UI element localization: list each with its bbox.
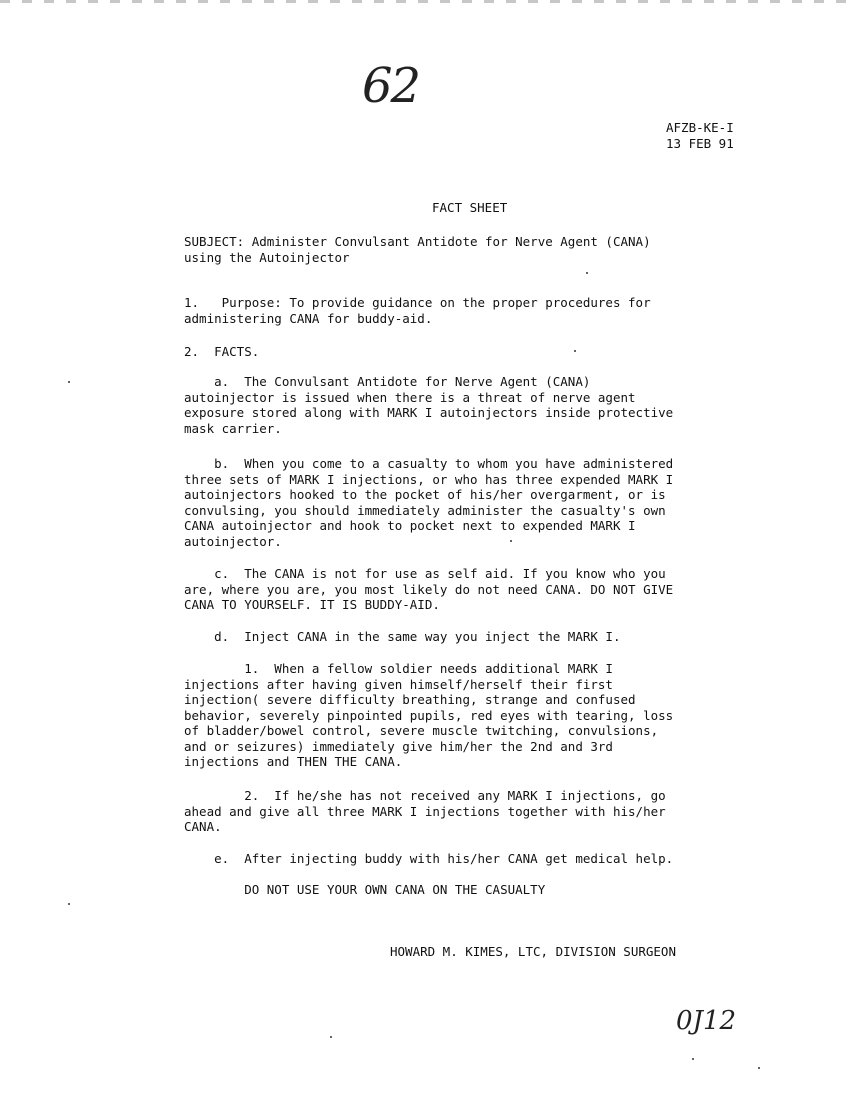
scan-speck bbox=[330, 1036, 332, 1038]
scan-speck bbox=[510, 540, 512, 542]
document-date: 13 FEB 91 bbox=[666, 136, 734, 151]
scan-edge-artifact bbox=[0, 0, 848, 3]
scan-speck bbox=[68, 903, 70, 905]
paragraph-e: e. After injecting buddy with his/her CANA get medical help. bbox=[184, 851, 674, 866]
paragraph-d-2: 2. If he/she has not received any MARK I injections, go ahead and give all three MARK I injections together with his/her CANA. bbox=[184, 788, 666, 834]
page-title: FACT SHEET bbox=[432, 200, 508, 215]
office-code: AFZB-KE-I bbox=[666, 120, 734, 135]
purpose-paragraph: 1. Purpose: To provide guidance on the proper procedures for administering CANA for buddy-aid. bbox=[184, 295, 651, 326]
paragraph-c: c. The CANA is not for use as self aid. If you know who you are, where you are, you most likely do not need CANA. DO NOT GIVE CANA TO YOURSELF. IT IS BUDDY-AID. bbox=[184, 566, 674, 612]
paragraph-d-1: 1. When a fellow soldier needs additional MARK I injections after having given himself/herself their first injection( severe difficulty breathing, strange and confused behavior, severely pinpointed pupils, red eyes with tearing, loss of bladder/bowel control, severe muscle twitching, convulsions, and or seizures) immediately give him/her the 2nd and 3rd injections and THEN THE CANA. bbox=[184, 661, 674, 769]
scan-speck bbox=[758, 1067, 760, 1069]
warning-line: DO NOT USE YOUR OWN CANA ON THE CASUALTY bbox=[184, 882, 546, 897]
signature-line: HOWARD M. KIMES, LTC, DIVISION SURGEON bbox=[390, 944, 676, 959]
scan-speck bbox=[574, 350, 576, 352]
scan-speck bbox=[68, 381, 70, 383]
scan-speck bbox=[586, 272, 588, 274]
office-block bbox=[666, 120, 734, 152]
handwritten-page-number: 62 bbox=[362, 58, 420, 114]
paragraph-a: a. The Convulsant Antidote for Nerve Agent (CANA) autoinjector is issued when there is a threat of nerve agent exposure stored along with MARK I autoinjectors inside protective mask carrier. bbox=[184, 374, 674, 436]
subject-line: SUBJECT: Administer Convulsant Antidote for Nerve Agent (CANA) using the Autoinjector bbox=[184, 234, 651, 265]
scan-speck bbox=[692, 1058, 694, 1060]
facts-heading: 2. FACTS. bbox=[184, 344, 260, 359]
paragraph-b: b. When you come to a casualty to whom you have administered three sets of MARK I injections, or who has three expended MARK I autoinjectors hooked to the pocket of his/her overgarment, or is convulsing, you should immediately administer the casualty's own CANA autoinjector and hook to pocket next to expended MARK I autoinjector. bbox=[184, 456, 674, 549]
handwritten-stamp: 0J12 bbox=[676, 1006, 737, 1036]
paragraph-d: d. Inject CANA in the same way you inject the MARK I. bbox=[184, 629, 621, 644]
